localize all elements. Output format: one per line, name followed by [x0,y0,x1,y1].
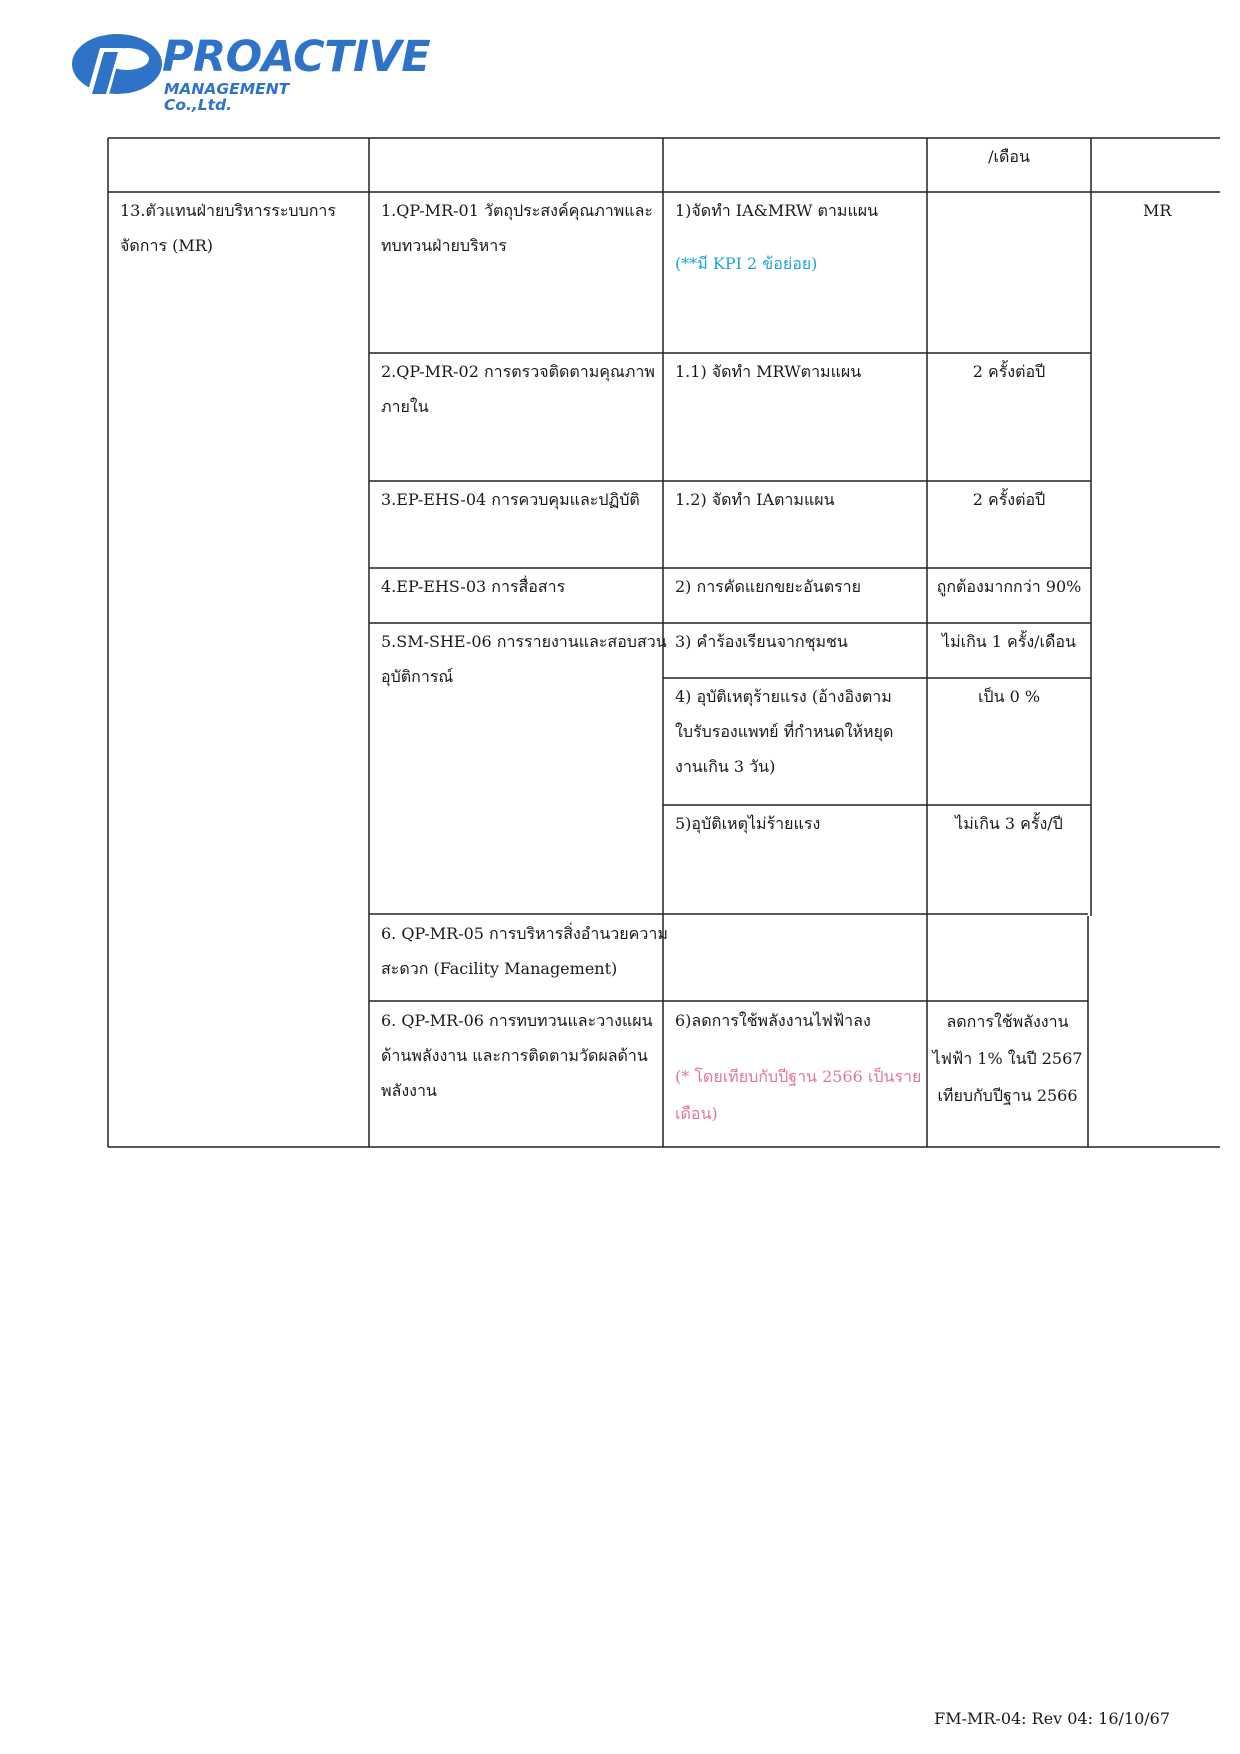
procedure-cell: 1.QP-MR-01 วัตถุประสงค์คุณภาพและ ทบทวนฝ่ายบริหาร [381,201,653,255]
procedure-cell: 6. QP-MR-06 การทบทวนและวางแผน ด้านพลังงาน และการติดตามวัดผลด้าน พลังงาน [381,1011,653,1100]
indicator-cell: 1)จัดทำ IA&MRW ตามแผน [675,201,879,220]
indicator-note: (**มี KPI 2 ข้อย่อย) [675,254,818,273]
indicator-cell: 5)อุบัติเหตุไม่ร้ายแรง [675,814,821,833]
procedure-cell: 4.EP-EHS-03 การสื่อสาร [381,577,566,596]
procedure-cell: 3.EP-EHS-04 การควบคุมและปฏิบัติ [381,490,640,509]
indicator-cell: 3) คำร้องเรียนจากชุมชน [675,632,848,651]
company-logo [70,28,431,114]
company-name: PROACTIVE [162,32,431,82]
target-cell: ไม่เกิน 1 ครั้ง/เดือน [942,632,1076,651]
target-cell: ถูกต้องมากกว่า 90% [936,577,1082,596]
target-cell: เป็น 0 % [977,687,1041,706]
indicator-cell: 6)ลดการใช้พลังงานไฟฟ้าลง [675,1011,871,1030]
procedure-cell: 6. QP-MR-05 การบริหารสิ่งอำนวยความ สะดวก (Facility Management) [381,924,668,978]
indicator-cell: 4) อุบัติเหตุร้ายแรง (อ้างอิงตาม ใบรับรองแพทย์ ที่กำหนดให้หยุด งานเกิน 3 วัน) [675,687,894,776]
procedure-cell: 5.SM-SHE-06 การรายงานและสอบสวน อุบัติการณ์ [381,632,667,686]
target-header-continued: /เดือน [988,147,1030,166]
document-code: FM-MR-04: Rev 04: 16/10/67 [934,1709,1170,1728]
procedure-cell: 2.QP-MR-02 การตรวจติดตามคุณภาพ ภายใน [381,362,655,416]
target-cell: ไม่เกิน 3 ครั้ง/ปี [955,814,1063,833]
responsible-cell: MR [1143,201,1172,220]
indicator-cell: 1.1) จัดทำ MRWตามแผน [675,362,862,381]
proactive-logo-icon [70,28,166,100]
department-cell: 13.ตัวแทนฝ่ายบริหารระบบการ จัดการ (MR) [120,201,336,255]
indicator-cell: 1.2) จัดทำ IAตามแผน [675,490,835,509]
company-subtitle: MANAGEMENT Co.,Ltd. [164,80,290,114]
indicator-cell: 2) การคัดแยกขยะอันตราย [675,577,862,596]
indicator-note: (* โดยเทียบกับปีฐาน 2566 เป็นราย เดือน) [675,1067,922,1123]
target-cell: ลดการใช้พลังงาน ไฟฟ้า 1% ในปี 2567 เทียบกับปีฐาน 2566 [932,1012,1083,1105]
target-cell: 2 ครั้งต่อปี [972,362,1046,381]
target-cell: 2 ครั้งต่อปี [972,490,1046,509]
